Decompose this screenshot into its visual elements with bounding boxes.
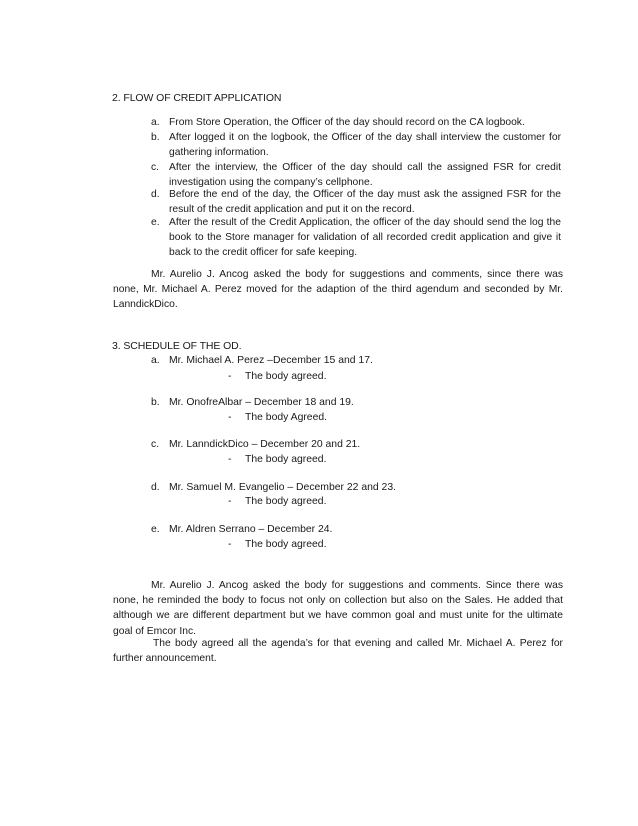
- item-letter: d.: [151, 189, 160, 200]
- schedule-item-a: [151, 355, 373, 366]
- schedule-result-c: [228, 454, 326, 465]
- section-2-item-c: [151, 160, 561, 190]
- item-text: After the result of the Credit Application, the officer of the day should send the log the book to the Store manager for validation of all recorded credit application and give it back to the credit officer for safe keeping.: [169, 217, 561, 258]
- schedule-item-b: [151, 397, 354, 408]
- section-2-item-d: [151, 187, 561, 217]
- schedule-item-d: [151, 482, 396, 493]
- schedule-result-e: [228, 539, 326, 550]
- item-text: Mr. Michael A. Perez –December 15 and 17.: [169, 355, 373, 366]
- result-dash: -: [228, 539, 232, 550]
- item-text: Mr. Aldren Serrano – December 24.: [169, 524, 333, 535]
- schedule-item-e: [151, 524, 332, 535]
- section-2-item-a: [151, 115, 561, 130]
- result-text: The body agreed.: [245, 496, 327, 507]
- result-dash: -: [228, 371, 232, 382]
- section-3-closing-paragraph-2: The body agreed all the agenda’s for that evening and called Mr. Michael A. Perez for further announcement.: [113, 638, 563, 665]
- item-text: After the interview, the Officer of the day should call the assigned FSR for credit investigation using the company’s cellphone.: [169, 162, 561, 188]
- item-letter: c.: [151, 162, 160, 173]
- section-2-item-e: [151, 215, 561, 260]
- item-text: From Store Operation, the Officer of the day should record on the CA logbook.: [169, 117, 525, 128]
- item-text: After logged it on the logbook, the Officer of the day shall interview the customer for gathering information.: [169, 132, 561, 158]
- schedule-result-a: [228, 371, 326, 382]
- item-text: Mr. OnofreAlbar – December 18 and 19.: [169, 397, 354, 408]
- item-letter: e.: [151, 524, 160, 535]
- section-2-heading: 2. FLOW OF CREDIT APPLICATION: [112, 92, 282, 104]
- result-dash: -: [228, 496, 232, 507]
- result-dash: -: [228, 412, 232, 423]
- item-letter: b.: [151, 397, 160, 408]
- result-text: The body agreed.: [245, 371, 327, 382]
- result-text: The body agreed.: [245, 454, 327, 465]
- item-text: Before the end of the day, the Officer of the day must ask the assigned FSR for the result of the credit application and put it on the record.: [169, 189, 561, 215]
- section-3-heading: 3. SCHEDULE OF THE OD.: [112, 340, 242, 352]
- item-letter: d.: [151, 482, 160, 493]
- item-text: Mr. LanndickDico – December 20 and 21.: [169, 439, 361, 450]
- section-3-closing-paragraph-1: Mr. Aurelio J. Ancog asked the body for suggestions and comments. Since there was none, he reminded the body to focus not only on collection but also on the Sales. He added that although we are different department but we have common goal and must unite for the ultimate goal of Emcor Inc.: [113, 580, 563, 637]
- item-text: Mr. Samuel M. Evangelio – December 22 and 23.: [169, 482, 396, 493]
- item-letter: a.: [151, 355, 160, 366]
- result-text: The body Agreed.: [245, 412, 328, 423]
- result-dash: -: [228, 454, 232, 465]
- item-letter: b.: [151, 132, 160, 143]
- schedule-result-d: [228, 496, 326, 507]
- item-letter: a.: [151, 117, 160, 128]
- item-letter: c.: [151, 439, 160, 450]
- result-text: The body agreed.: [245, 539, 327, 550]
- section-2-item-b: [151, 130, 561, 160]
- schedule-result-b: [228, 412, 327, 423]
- section-2-closing-paragraph: Mr. Aurelio J. Ancog asked the body for suggestions and comments, since there was none, Mr. Michael A. Perez moved for the adaption of the third agendum and seconded by Mr. LanndickDico.: [113, 269, 563, 311]
- item-letter: e.: [151, 217, 160, 228]
- schedule-item-c: [151, 439, 360, 450]
